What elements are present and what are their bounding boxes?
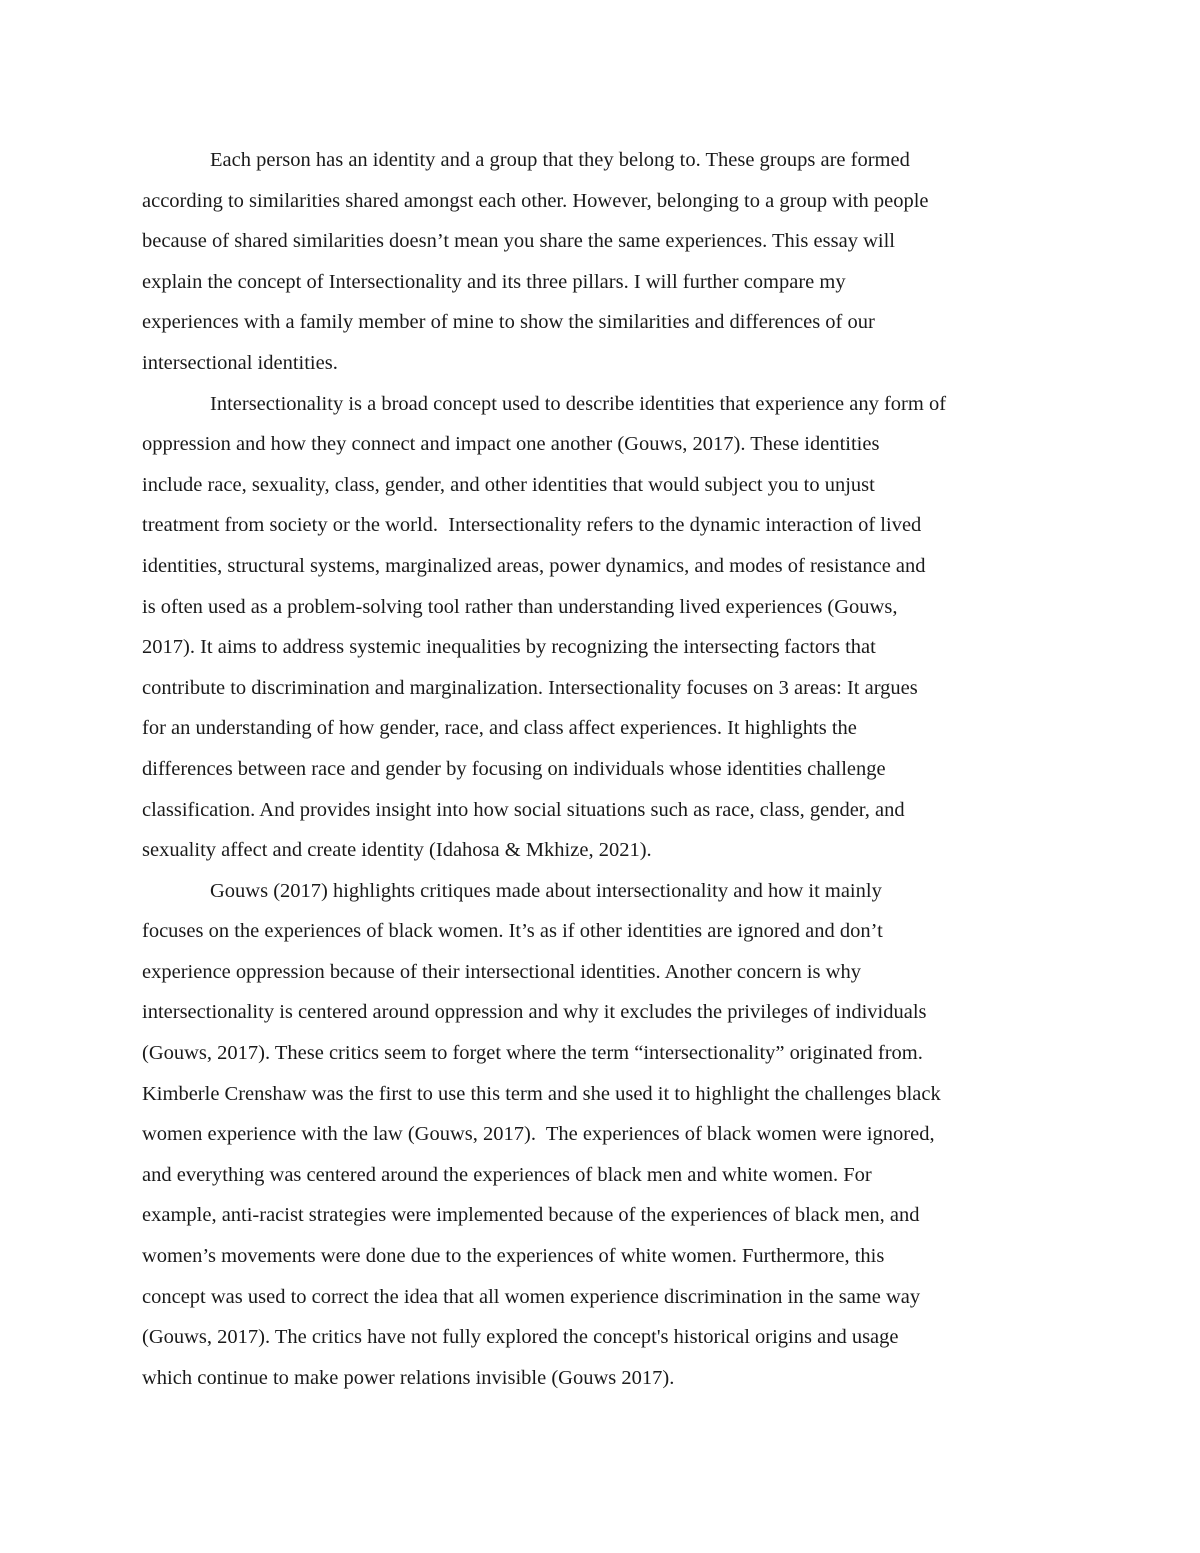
paragraph-2-line: differences between race and gender by focusing on individuals whose identities challenge bbox=[142, 757, 886, 780]
essay-body bbox=[142, 140, 1062, 1398]
paragraph-2-line: sexuality affect and create identity (Idahosa & Mkhize, 2021). bbox=[142, 839, 652, 862]
paragraph-2-line: contribute to discrimination and marginalization. Intersectionality focuses on 3 areas: It argues bbox=[142, 676, 918, 699]
paragraph-1-line: Each person has an identity and a group that they belong to. These groups are formed bbox=[210, 149, 910, 171]
paragraph-3-line: (Gouws, 2017). These critics seem to forget where the term “intersectionality” originated from. bbox=[142, 1042, 923, 1065]
paragraph-1-line: explain the concept of Intersectionality and its three pillars. I will further compare my bbox=[142, 270, 846, 293]
paragraph-3-line: experience oppression because of their intersectional identities. Another concern is why bbox=[142, 960, 861, 983]
paragraph-3-line: women’s movements were done due to the experiences of white women. Furthermore, this bbox=[142, 1245, 885, 1268]
paragraph-3-line: which continue to make power relations invisible (Gouws 2017). bbox=[142, 1366, 675, 1389]
paragraph-1-line: according to similarities shared amongst each other. However, belonging to a group with people bbox=[142, 189, 929, 212]
paragraph-3-line: example, anti-racist strategies were implemented because of the experiences of black men, and bbox=[142, 1204, 920, 1227]
paragraph-2-line: 2017). It aims to address systemic inequalities by recognizing the intersecting factors that bbox=[142, 636, 876, 659]
paragraph-3-line: focuses on the experiences of black women. It’s as if other identities are ignored and don’t bbox=[142, 920, 883, 943]
paragraph-3-line: (Gouws, 2017). The critics have not fully explored the concept's historical origins and usage bbox=[142, 1326, 899, 1349]
paragraph-2-line: classification. And provides insight into how social situations such as race, class, gender, and bbox=[142, 798, 905, 821]
paragraph-2-line: oppression and how they connect and impact one another (Gouws, 2017). These identities bbox=[142, 433, 880, 456]
paragraph-1-line: experiences with a family member of mine to show the similarities and differences of our bbox=[142, 311, 875, 334]
paragraph-3-line: concept was used to correct the idea that all women experience discrimination in the same way bbox=[142, 1285, 921, 1308]
paragraph-3-line: and everything was centered around the experiences of black men and white women. For bbox=[142, 1163, 872, 1186]
paragraph-3-line: Gouws (2017) highlights critiques made about intersectionality and how it mainly bbox=[210, 879, 882, 902]
paragraph-2-line: include race, sexuality, class, gender, and other identities that would subject you to unjust bbox=[142, 473, 875, 496]
paragraph-3-line: Kimberle Crenshaw was the first to use this term and she used it to highlight the challenges black bbox=[142, 1082, 941, 1105]
paragraph-1-line: intersectional identities. bbox=[142, 351, 338, 374]
paragraph-2-line: identities, structural systems, marginalized areas, power dynamics, and modes of resistance and bbox=[142, 554, 926, 577]
paragraph-2-line: Intersectionality is a broad concept used to describe identities that experience any form of bbox=[210, 392, 947, 415]
paragraph-2-line: treatment from society or the world. Intersectionality refers to the dynamic interaction of lived bbox=[142, 514, 922, 537]
paragraph-3-line: intersectionality is centered around oppression and why it excludes the privileges of individuals bbox=[142, 1001, 927, 1024]
paragraph-1-line: because of shared similarities doesn’t mean you share the same experiences. This essay will bbox=[142, 230, 895, 253]
paragraph-3-line: women experience with the law (Gouws, 2017). The experiences of black women were ignored, bbox=[142, 1123, 935, 1146]
paragraph-2-line: for an understanding of how gender, race, and class affect experiences. It highlights the bbox=[142, 717, 857, 740]
paragraph-2-line: is often used as a problem-solving tool rather than understanding lived experiences (Gouws, bbox=[142, 595, 898, 618]
